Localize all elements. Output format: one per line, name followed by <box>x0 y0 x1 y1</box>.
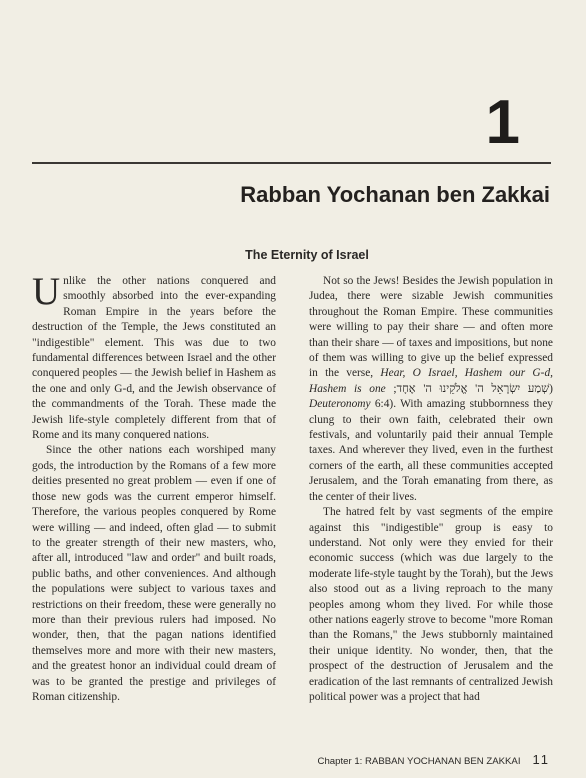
paragraph <box>32 270 276 443</box>
paragraph <box>309 274 553 505</box>
verse-source: Deuteronomy <box>309 398 371 411</box>
page-footer <box>318 752 550 767</box>
running-head: Chapter 1: RABBAN YOCHANAN BEN ZAKKAI <box>317 756 521 767</box>
left-column <box>32 270 276 705</box>
section-title: The Eternity of Israel <box>245 248 369 262</box>
chapter-rule <box>32 162 551 164</box>
body-columns <box>32 270 553 705</box>
paragraph-text: nlike the other nations conquered and smoothly absorbed into the ever-expanding Roman Empire in the years before the destruction of the Temple, the Jews constituted an "indigestible" element. This was due to two fundamental differences between Israel and the other conquered peoples — the Jewish belief in Hashem as the one and only G-d, and the Jewish observance of the commandments of the Torah. These made the Jewish life-style completely different from that of Rome and its many conquered nations. <box>32 275 276 442</box>
chapter-number: 1 <box>485 88 520 157</box>
chapter-title: Rabban Yochanan ben Zakkai <box>240 182 550 207</box>
paragraph: Since the other nations each worshiped many gods, the introduction by the Romans of a few more deities presented no great problem — even if one of those new gods was the current emperor himself. Therefore, the various peoples conquered by Rome were willing — and indeed, often glad — to submit to the greater strength of their new masters, who, after all, introduced "law and order" and built roads, public baths, and other conveniences. And although the populations were subject to various taxes and restrictions on their freedom, these were generally no more than their previous rulers had imposed. No wonder, then, that the pagan nations identified themselves more and more with their new masters, and the greatest honor an individual could dream of was to be granted the prestige and privileges of Roman citizenship. <box>32 444 276 703</box>
paragraph-text: Not so the Jews! Besides the Jewish population in Judea, there were sizable Jewish communities throughout the Roman Empire. These communities were willing to pay their share — and often more than their share — of taxes and impositions, but none of them was willing to give up the belief expressed in the verse, <box>309 275 553 380</box>
drop-cap: U <box>32 270 61 313</box>
paragraph-text: 6:4). With amazing stubbornness they clung to their own faith, celebrated their own festivals, and voluntarily paid their annual Temple taxes. And wherever they lived, even in the furthest corners of the earth, all these communities accepted Jerusalem, and the Torah emanating from there, as the center of their lives. <box>309 398 553 503</box>
hebrew-verse: (שְׁמַע יִשְׂרָאֵל ה' אֱלֹקֵינוּ ה' אֶחָד; <box>393 382 553 395</box>
page-number: 11 <box>532 752 550 767</box>
right-column <box>309 274 553 705</box>
verse-quote: Hear, O Israel, Hashem our G-d, Hashem is one <box>309 367 553 395</box>
paragraph: The hatred felt by vast segments of the empire against this "indigestible" group is easy to understand. Not only were they envied for their economic success (which was due largely to the moderate life-style taught by the Torah), but the Jews also stood out as a living reproach to the many peoples among whom they lived. For while those other nations eagerly strove to become "more Roman than the Romans," the Jews stubbornly maintained their unique identity. No wonder, then, that the prospect of the destruction of Jerusalem and the eradication of the last remnants of centralized Jewish political power was a project that had <box>309 506 553 703</box>
